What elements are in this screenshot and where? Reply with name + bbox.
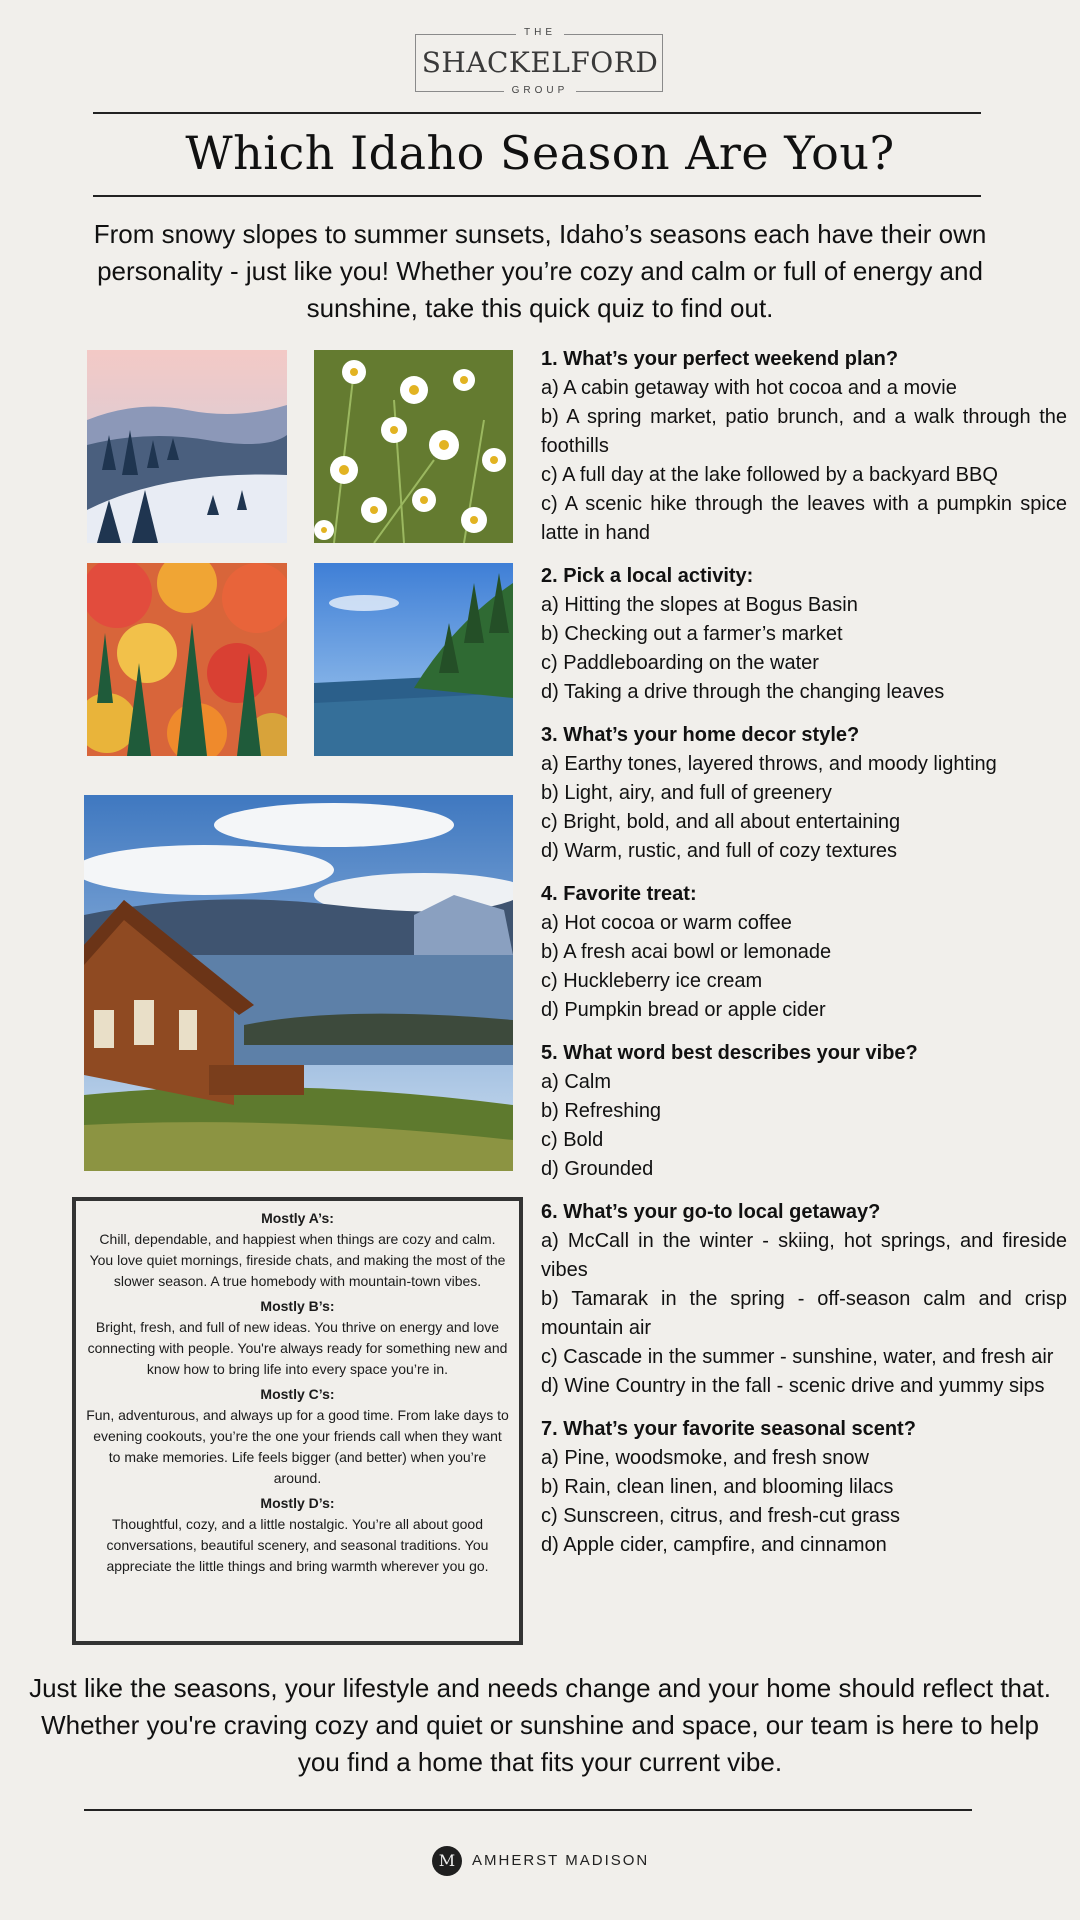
answer-option: b) Checking out a farmer’s market (541, 623, 843, 645)
result-heading-a: Mostly A’s: (261, 1210, 334, 1226)
answer-option: c) Bright, bold, and all about entertaining (541, 811, 901, 833)
logo-the-text: THE (516, 27, 564, 38)
question-title: 2. Pick a local activity: (541, 565, 754, 587)
answer-option: d) Grounded (541, 1158, 654, 1180)
autumn-forest-photo (87, 563, 287, 756)
closing-paragraph: Just like the seasons, your lifestyle and needs change and your home should reflect that. Whether you're craving cozy and quiet or sunshine and space, our team is here to help you find a home that fits your current vibe. (29, 1673, 1051, 1777)
question-title: 6. What’s your go-to local getaway? (541, 1201, 881, 1223)
top-divider (93, 112, 981, 114)
answer-option: a) Hot cocoa or warm coffee (541, 912, 792, 934)
result-text-d: Thoughtful, cozy, and a little nostalgic. You’re all about good conversations, beautiful scenery, and seasonal traditions. You appreciate the little things and bring warmth wherever you go. (106, 1516, 489, 1574)
question-title: 5. What word best describes your vibe? (541, 1042, 918, 1064)
answer-option: b) A spring market, patio brunch, and a walk through the foothills (541, 406, 1067, 457)
answer-option: b) Tamarak in the spring - off-season calm and crisp mountain air (541, 1288, 1067, 1339)
title-divider (93, 195, 981, 197)
answer-option: a) Hitting the slopes at Bogus Basin (541, 594, 858, 616)
answer-option: d) Pumpkin bread or apple cider (541, 999, 826, 1021)
question-3 (541, 721, 1067, 866)
answer-option: c) Huckleberry ice cream (541, 970, 763, 992)
question-2 (541, 562, 1067, 707)
question-7 (541, 1415, 1067, 1560)
answer-option: b) Refreshing (541, 1100, 662, 1122)
brand-mark-letter: M (438, 1851, 456, 1870)
answer-option: a) Pine, woodsmoke, and fresh snow (541, 1447, 869, 1469)
answer-option: a) Calm (541, 1071, 612, 1093)
answer-option: c) A full day at the lake followed by a backyard BBQ (541, 464, 998, 486)
answer-option: c) Sunscreen, citrus, and fresh-cut grass (541, 1505, 901, 1527)
question-title: 7. What’s your favorite seasonal scent? (541, 1418, 916, 1440)
brand-mark-icon (432, 1846, 462, 1876)
question-title: 3. What’s your home decor style? (541, 724, 860, 746)
question-5 (541, 1039, 1067, 1184)
answer-option: c) Cascade in the summer - sunshine, water, and fresh air (541, 1346, 1054, 1368)
logo-name-text: SHACKELFORD (421, 46, 659, 79)
answer-option: b) A fresh acai bowl or lemonade (541, 941, 832, 963)
page-title: Which Idaho Season Are You? (185, 126, 895, 180)
question-1 (541, 345, 1067, 548)
result-text-b: Bright, fresh, and full of new ideas. You thrive on energy and love connecting with people. You're always ready for something new and know how to bring life into every space you’re in. (87, 1319, 508, 1377)
answer-option: b) Light, airy, and full of greenery (541, 782, 832, 804)
answer-option: b) Rain, clean linen, and blooming lilacs (541, 1476, 894, 1498)
answer-option: d) Warm, rustic, and full of cozy textures (541, 840, 898, 862)
result-heading-d: Mostly D’s: (260, 1495, 335, 1511)
answer-option: d) Wine Country in the fall - scenic drive and yummy sips (541, 1375, 1045, 1397)
shackelford-logo (415, 27, 665, 95)
answer-option: a) McCall in the winter - skiing, hot springs, and fireside vibes (541, 1230, 1067, 1281)
question-6 (541, 1198, 1067, 1401)
question-title: 1. What’s your perfect weekend plan? (541, 348, 899, 370)
answer-option: a) A cabin getaway with hot cocoa and a movie (541, 377, 957, 399)
brand-name: AMHERST MADISON (472, 1852, 650, 1869)
winter-photo (87, 350, 287, 543)
results-box (72, 1197, 523, 1645)
result-text-c: Fun, adventurous, and always up for a good time. From lake days to evening cookouts, you’re the one your friends call when they want to make memories. Life feels bigger (and better) when you’re around. (86, 1407, 509, 1486)
intro-paragraph: From snowy slopes to summer sunsets, Idaho’s seasons each have their own personality - just like you! Whether you’re cozy and calm or full of energy and sunshine, take this quick quiz to find out. (93, 219, 987, 323)
answer-option: a) Earthy tones, layered throws, and moody lighting (541, 753, 997, 775)
quiz-questions (541, 345, 1067, 1574)
question-4 (541, 880, 1067, 1025)
cabin-lake-photo (84, 795, 513, 1171)
summer-lake-photo (314, 563, 513, 756)
result-text-a: Chill, dependable, and happiest when things are cozy and calm. You love quiet mornings, fireside chats, and making the most of the slower season. A true homebody with mountain-town vibes. (89, 1231, 506, 1289)
footer-divider (84, 1809, 972, 1811)
result-heading-b: Mostly B’s: (260, 1298, 335, 1314)
answer-option: c) Bold (541, 1129, 604, 1151)
answer-option: c) Paddleboarding on the water (541, 652, 819, 674)
daisies-photo (314, 350, 513, 543)
answer-option: d) Taking a drive through the changing leaves (541, 681, 945, 703)
logo-group-text: GROUP (504, 85, 577, 96)
result-heading-c: Mostly C’s: (260, 1386, 335, 1402)
answer-option: d) Apple cider, campfire, and cinnamon (541, 1534, 887, 1556)
answer-option: c) A scenic hike through the leaves with a pumpkin spice latte in hand (541, 493, 1067, 544)
question-title: 4. Favorite treat: (541, 883, 697, 905)
